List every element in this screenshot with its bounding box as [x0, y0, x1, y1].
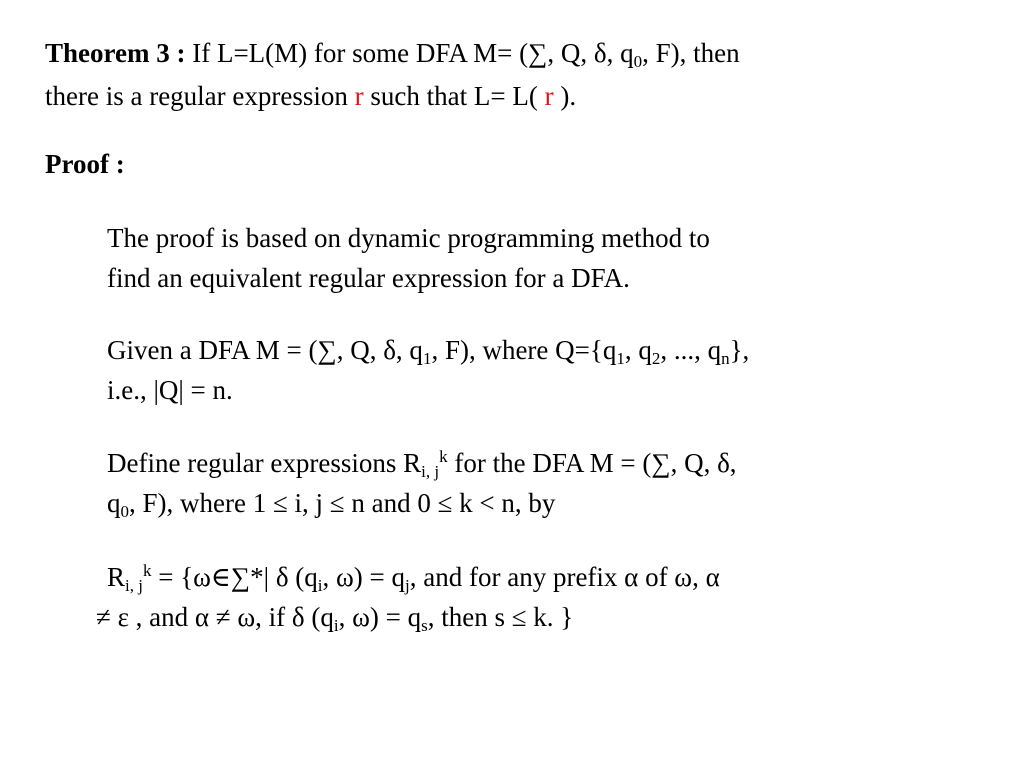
text: , and for any prefix α of ω, α: [409, 562, 720, 592]
text: R: [107, 562, 126, 592]
subscript: 2: [651, 349, 661, 368]
text: Given a DFA M = (∑, Q, δ, q: [107, 335, 423, 365]
theorem-text: there is a regular expression: [45, 81, 355, 111]
proof-para2-line2: i.e., |Q| = n.: [107, 375, 233, 405]
subscript: i: [317, 576, 323, 595]
text: for the DFA M = (∑, Q, δ,: [447, 448, 737, 478]
subscript: 0: [633, 52, 643, 71]
superscript: k: [439, 447, 448, 466]
subscript: 1: [616, 349, 625, 368]
theorem-line-1: [45, 33, 740, 73]
text: },: [729, 335, 750, 365]
text: = {ω∈∑*| δ (q: [151, 562, 318, 592]
text: , ω) = q: [338, 602, 422, 632]
regex-r-highlight: r: [354, 81, 364, 111]
superscript: k: [142, 561, 152, 580]
theorem-text: If L=L(M) for some DFA M= (∑, Q, δ, q: [185, 38, 634, 68]
text: ≠ ε , and α ≠ ω, if δ (q: [96, 602, 334, 632]
proof-para1-line2: find an equivalent regular expression for a DFA.: [107, 263, 630, 293]
theorem-line-2: [45, 76, 576, 116]
subscript: i: [333, 616, 339, 635]
subscript: n: [721, 349, 730, 368]
theorem-text: ).: [553, 81, 577, 111]
regex-r-highlight: r: [544, 81, 554, 111]
theorem-text: , F), then: [642, 38, 740, 68]
text: q: [107, 488, 121, 518]
text: , ω) = q: [322, 562, 406, 592]
theorem-heading: Theorem 3 :: [45, 38, 186, 68]
proof-para4-line2: [96, 597, 573, 637]
subscript: s: [421, 616, 428, 635]
subscript: i, j: [421, 462, 440, 481]
theorem-text: such that L= L(: [363, 81, 545, 111]
text: Define regular expressions R: [107, 448, 422, 478]
text: , F), where Q={q: [431, 335, 617, 365]
text: , then s ≤ k. }: [427, 602, 574, 632]
subscript: 1: [422, 349, 432, 368]
text: , F), where 1 ≤ i, j ≤ n and 0 ≤ k < n, by: [129, 488, 556, 518]
text: , q: [624, 335, 652, 365]
text: , ..., q: [660, 335, 722, 365]
subscript: i, j: [125, 576, 143, 595]
subscript: 0: [120, 502, 129, 521]
proof-para3-line2: [107, 483, 555, 523]
proof-para1-line1: The proof is based on dynamic programming method to: [107, 223, 710, 253]
proof-para3-line1: [107, 443, 737, 483]
proof-para2-line1: [107, 330, 749, 370]
subscript: j: [405, 576, 410, 595]
proof-heading: Proof :: [45, 149, 125, 179]
proof-para4-line1: [107, 557, 720, 597]
